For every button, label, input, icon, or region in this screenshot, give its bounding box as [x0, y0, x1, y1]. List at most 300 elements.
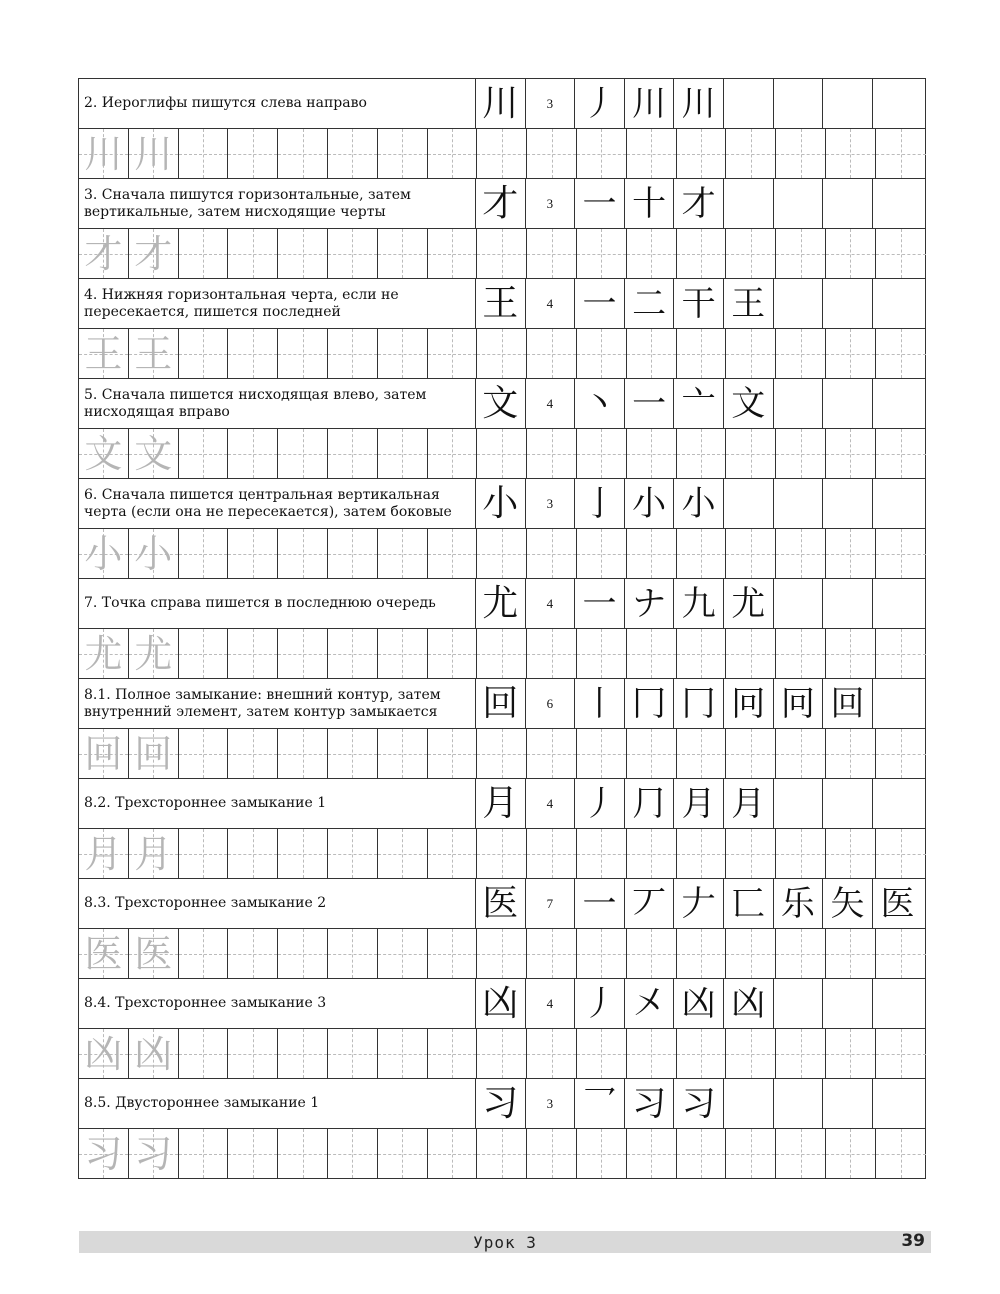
practice-cell[interactable]	[577, 429, 627, 478]
practice-row	[79, 829, 925, 879]
practice-cell[interactable]	[328, 529, 378, 578]
empty-cell	[873, 279, 923, 328]
stroke-step: 冂	[625, 679, 675, 728]
practice-cell[interactable]	[179, 429, 229, 478]
practice-cell[interactable]	[228, 829, 278, 878]
practice-cell[interactable]	[278, 1129, 328, 1178]
practice-cell[interactable]	[776, 529, 826, 578]
practice-cell[interactable]	[627, 529, 677, 578]
trace-character[interactable]	[79, 629, 129, 678]
practice-cell[interactable]	[876, 729, 926, 778]
practice-cell[interactable]	[726, 1029, 776, 1078]
practice-cell[interactable]	[428, 929, 478, 978]
practice-cell[interactable]	[179, 829, 229, 878]
trace-character[interactable]	[129, 829, 179, 878]
rule-row	[79, 479, 925, 529]
practice-cell[interactable]	[876, 829, 926, 878]
practice-cell[interactable]	[328, 1029, 378, 1078]
practice-cell[interactable]	[776, 629, 826, 678]
practice-cell[interactable]	[228, 529, 278, 578]
example-character: 小	[476, 479, 526, 528]
trace-glyph: 川	[134, 131, 173, 176]
practice-cell[interactable]	[328, 329, 378, 378]
empty-cell	[724, 1079, 774, 1128]
practice-cell[interactable]	[876, 1029, 926, 1078]
trace-character[interactable]	[79, 729, 129, 778]
practice-cell[interactable]	[627, 129, 677, 178]
practice-cell[interactable]	[179, 929, 229, 978]
practice-cell[interactable]	[826, 429, 876, 478]
stroke-step: 文	[724, 379, 774, 428]
example-character: 回	[476, 679, 526, 728]
practice-cell[interactable]	[278, 429, 328, 478]
practice-cell[interactable]	[328, 829, 378, 878]
stroke-step: 一	[625, 379, 675, 428]
practice-cell[interactable]	[776, 829, 826, 878]
empty-cell	[873, 579, 923, 628]
trace-glyph: 习	[84, 1131, 123, 1176]
trace-glyph: 王	[134, 331, 173, 376]
example-character: 川	[476, 79, 526, 128]
practice-cell[interactable]	[378, 729, 428, 778]
stroke-step: 矢	[823, 879, 873, 928]
stroke-count: 4	[526, 279, 576, 328]
practice-cell[interactable]	[477, 529, 527, 578]
practice-cell[interactable]	[876, 429, 926, 478]
practice-cell[interactable]	[477, 129, 527, 178]
stroke-step: 月	[724, 779, 774, 828]
practice-cell[interactable]	[477, 729, 527, 778]
practice-cell[interactable]	[328, 1129, 378, 1178]
practice-cell[interactable]	[527, 1129, 577, 1178]
empty-cell	[873, 179, 923, 228]
empty-cell	[823, 379, 873, 428]
practice-cell[interactable]	[726, 629, 776, 678]
practice-cell[interactable]	[228, 729, 278, 778]
practice-cell[interactable]	[876, 629, 926, 678]
practice-cell[interactable]	[378, 629, 428, 678]
practice-cell[interactable]	[278, 829, 328, 878]
practice-cell[interactable]	[627, 929, 677, 978]
practice-cell[interactable]	[527, 229, 577, 278]
trace-glyph: 月	[84, 831, 123, 876]
trace-character[interactable]	[79, 1129, 129, 1178]
practice-cell[interactable]	[278, 129, 328, 178]
practice-cell[interactable]	[527, 129, 577, 178]
trace-glyph: 才	[84, 231, 123, 276]
trace-character[interactable]	[129, 929, 179, 978]
trace-character[interactable]	[129, 729, 179, 778]
practice-cell[interactable]	[826, 629, 876, 678]
practice-cell[interactable]	[179, 1129, 229, 1178]
practice-cell[interactable]	[527, 629, 577, 678]
stroke-step: 一	[575, 579, 625, 628]
trace-character[interactable]	[79, 329, 129, 378]
rule-description: 3. Сначала пишутся горизонтальные, затем вертикальные, затем нисходящие черты	[79, 179, 476, 228]
practice-cell[interactable]	[228, 629, 278, 678]
practice-cell[interactable]	[627, 729, 677, 778]
trace-glyph: 文	[134, 431, 173, 476]
trace-character[interactable]	[129, 529, 179, 578]
stroke-step: 月	[674, 779, 724, 828]
empty-cell	[873, 679, 923, 728]
stroke-step: 一	[575, 879, 625, 928]
stroke-step: 丶	[575, 379, 625, 428]
practice-cell[interactable]	[378, 329, 428, 378]
empty-cell	[823, 579, 873, 628]
practice-cell[interactable]	[726, 329, 776, 378]
practice-cell[interactable]	[726, 829, 776, 878]
practice-cell[interactable]	[776, 1129, 826, 1178]
rule-description: 2. Иероглифы пишутся слева направо	[79, 79, 476, 128]
practice-cell[interactable]	[278, 329, 328, 378]
stroke-step: 亅	[575, 479, 625, 528]
stroke-count: 6	[526, 679, 576, 728]
practice-cell[interactable]	[726, 229, 776, 278]
practice-cell[interactable]	[627, 229, 677, 278]
practice-cell[interactable]	[278, 529, 328, 578]
practice-cell[interactable]	[378, 829, 428, 878]
practice-cell[interactable]	[278, 929, 328, 978]
practice-cell[interactable]	[378, 529, 428, 578]
rule-row	[79, 1079, 925, 1129]
practice-cell[interactable]	[428, 629, 478, 678]
rule-group	[79, 579, 925, 679]
practice-cell[interactable]	[577, 129, 627, 178]
practice-cell[interactable]	[677, 629, 727, 678]
stroke-step: 乛	[575, 1079, 625, 1128]
practice-cell[interactable]	[826, 129, 876, 178]
stroke-step: ナ	[625, 579, 675, 628]
practice-cell[interactable]	[726, 729, 776, 778]
practice-cell[interactable]	[527, 929, 577, 978]
stroke-count: 3	[526, 1079, 576, 1128]
practice-cell[interactable]	[726, 929, 776, 978]
practice-cell[interactable]	[776, 429, 826, 478]
practice-cell[interactable]	[677, 329, 727, 378]
trace-character[interactable]	[129, 429, 179, 478]
practice-cell[interactable]	[876, 1129, 926, 1178]
practice-cell[interactable]	[677, 529, 727, 578]
stroke-step: 一	[575, 179, 625, 228]
rule-group	[79, 379, 925, 479]
rule-description: 4. Нижняя горизонтальная черта, если не пересекается, пишется последней	[79, 279, 476, 328]
stroke-step: 习	[625, 1079, 675, 1128]
practice-cell[interactable]	[776, 1029, 826, 1078]
practice-cell[interactable]	[228, 129, 278, 178]
rule-group	[79, 879, 925, 979]
practice-cell[interactable]	[726, 129, 776, 178]
practice-cell[interactable]	[378, 1029, 428, 1078]
practice-cell[interactable]	[577, 529, 627, 578]
practice-cell[interactable]	[876, 129, 926, 178]
trace-character[interactable]	[79, 829, 129, 878]
practice-row	[79, 629, 925, 679]
practice-cell[interactable]	[179, 529, 229, 578]
practice-cell[interactable]	[627, 1129, 677, 1178]
practice-cell[interactable]	[776, 329, 826, 378]
empty-cell	[774, 579, 824, 628]
practice-cell[interactable]	[527, 529, 577, 578]
rule-row	[79, 279, 925, 329]
trace-glyph: 回	[84, 731, 123, 776]
stroke-count: 4	[526, 779, 576, 828]
stroke-step: 丿	[575, 779, 625, 828]
practice-row	[79, 929, 925, 979]
practice-cell[interactable]	[826, 329, 876, 378]
stroke-count: 3	[526, 179, 576, 228]
practice-cell[interactable]	[826, 529, 876, 578]
practice-cell[interactable]	[577, 729, 627, 778]
practice-cell[interactable]	[726, 529, 776, 578]
stroke-step: 一	[575, 279, 625, 328]
practice-cell[interactable]	[477, 1029, 527, 1078]
practice-cell[interactable]	[179, 229, 229, 278]
practice-cell[interactable]	[228, 929, 278, 978]
trace-glyph: 尤	[134, 631, 173, 676]
practice-cell[interactable]	[228, 329, 278, 378]
practice-cell[interactable]	[179, 329, 229, 378]
practice-cell[interactable]	[428, 829, 478, 878]
empty-cell	[774, 779, 824, 828]
practice-cell[interactable]	[627, 329, 677, 378]
practice-cell[interactable]	[677, 429, 727, 478]
stroke-count: 3	[526, 79, 576, 128]
practice-cell[interactable]	[278, 1029, 328, 1078]
stroke-step: 川	[674, 79, 724, 128]
practice-cell[interactable]	[876, 329, 926, 378]
practice-cell[interactable]	[228, 1129, 278, 1178]
trace-character[interactable]	[129, 129, 179, 178]
trace-character[interactable]	[79, 429, 129, 478]
example-character: 王	[476, 279, 526, 328]
trace-character[interactable]	[129, 229, 179, 278]
practice-cell[interactable]	[677, 1129, 727, 1178]
practice-cell[interactable]	[527, 729, 577, 778]
practice-cell[interactable]	[627, 829, 677, 878]
stroke-count: 4	[526, 579, 576, 628]
stroke-step: 㐅	[625, 979, 675, 1028]
empty-cell	[823, 79, 873, 128]
trace-glyph: 才	[134, 231, 173, 276]
stroke-step: 亠	[674, 379, 724, 428]
practice-row	[79, 529, 925, 579]
practice-row	[79, 429, 925, 479]
rule-group	[79, 979, 925, 1079]
practice-cell[interactable]	[677, 829, 727, 878]
rule-row	[79, 679, 925, 729]
rule-group	[79, 279, 925, 379]
rule-description: 8.3. Трехстороннее замыкание 2	[79, 879, 476, 928]
trace-character[interactable]	[129, 1129, 179, 1178]
practice-cell[interactable]	[527, 1029, 577, 1078]
rule-row	[79, 379, 925, 429]
practice-cell[interactable]	[228, 429, 278, 478]
trace-character[interactable]	[79, 129, 129, 178]
rule-group	[79, 779, 925, 879]
practice-cell[interactable]	[179, 629, 229, 678]
practice-cell[interactable]	[477, 629, 527, 678]
empty-cell	[774, 79, 824, 128]
practice-cell[interactable]	[477, 429, 527, 478]
practice-cell[interactable]	[428, 1029, 478, 1078]
trace-character[interactable]	[79, 1029, 129, 1078]
practice-cell[interactable]	[527, 329, 577, 378]
practice-cell[interactable]	[826, 1029, 876, 1078]
trace-glyph: 回	[134, 731, 173, 776]
rule-description: 8.1. Полное замыкание: внешний контур, затем внутренний элемент, затем контур замыкается	[79, 679, 476, 728]
stroke-step: 𠂇	[674, 879, 724, 928]
rule-row	[79, 579, 925, 629]
rule-group	[79, 79, 925, 179]
practice-cell[interactable]	[826, 729, 876, 778]
practice-cell[interactable]	[826, 1129, 876, 1178]
empty-cell	[774, 479, 824, 528]
trace-character[interactable]	[79, 529, 129, 578]
practice-cell[interactable]	[228, 229, 278, 278]
page-footer	[79, 1231, 931, 1253]
practice-cell[interactable]	[826, 229, 876, 278]
practice-cell[interactable]	[179, 1029, 229, 1078]
practice-cell[interactable]	[378, 229, 428, 278]
trace-character[interactable]	[129, 329, 179, 378]
stroke-step: 十	[625, 179, 675, 228]
practice-cell[interactable]	[527, 429, 577, 478]
practice-cell[interactable]	[677, 929, 727, 978]
practice-cell[interactable]	[627, 629, 677, 678]
practice-cell[interactable]	[577, 329, 627, 378]
practice-cell[interactable]	[477, 329, 527, 378]
practice-cell[interactable]	[278, 629, 328, 678]
practice-cell[interactable]	[328, 729, 378, 778]
practice-cell[interactable]	[726, 429, 776, 478]
practice-cell[interactable]	[328, 629, 378, 678]
example-character: 医	[476, 879, 526, 928]
practice-cell[interactable]	[378, 929, 428, 978]
practice-cell[interactable]	[477, 829, 527, 878]
practice-cell[interactable]	[677, 729, 727, 778]
practice-cell[interactable]	[577, 829, 627, 878]
rule-description: 6. Сначала пишется центральная вертикальная черта (если она не пересекается), затем боковые	[79, 479, 476, 528]
practice-cell[interactable]	[278, 729, 328, 778]
rule-row	[79, 79, 925, 129]
practice-cell[interactable]	[677, 229, 727, 278]
practice-cell[interactable]	[179, 729, 229, 778]
lesson-label: Урок 3	[473, 1233, 537, 1252]
practice-cell[interactable]	[428, 229, 478, 278]
empty-cell	[823, 779, 873, 828]
practice-cell[interactable]	[328, 229, 378, 278]
stroke-step: 回	[823, 679, 873, 728]
practice-cell[interactable]	[378, 429, 428, 478]
rule-group	[79, 1079, 925, 1178]
stroke-count: 4	[526, 979, 576, 1028]
empty-cell	[873, 379, 923, 428]
practice-cell[interactable]	[776, 729, 826, 778]
practice-cell[interactable]	[826, 929, 876, 978]
practice-cell[interactable]	[876, 229, 926, 278]
stroke-step: 冋	[774, 679, 824, 728]
practice-cell[interactable]	[876, 929, 926, 978]
practice-cell[interactable]	[378, 129, 428, 178]
trace-character[interactable]	[79, 929, 129, 978]
rule-description: 8.4. Трехстороннее замыкание 3	[79, 979, 476, 1028]
practice-cell[interactable]	[428, 429, 478, 478]
practice-cell[interactable]	[428, 729, 478, 778]
practice-cell[interactable]	[627, 429, 677, 478]
rule-group	[79, 179, 925, 279]
practice-cell[interactable]	[477, 1129, 527, 1178]
practice-cell[interactable]	[527, 829, 577, 878]
trace-glyph: 医	[134, 931, 173, 976]
trace-glyph: 尤	[84, 631, 123, 676]
practice-cell[interactable]	[726, 1129, 776, 1178]
trace-glyph: 医	[84, 931, 123, 976]
practice-cell[interactable]	[577, 1129, 627, 1178]
empty-cell	[724, 179, 774, 228]
trace-character[interactable]	[79, 229, 129, 278]
practice-cell[interactable]	[477, 229, 527, 278]
practice-cell[interactable]	[328, 129, 378, 178]
practice-cell[interactable]	[378, 1129, 428, 1178]
stroke-step: 乐	[774, 879, 824, 928]
practice-cell[interactable]	[776, 229, 826, 278]
practice-cell[interactable]	[577, 929, 627, 978]
practice-cell[interactable]	[328, 929, 378, 978]
practice-cell[interactable]	[428, 129, 478, 178]
stroke-step: 才	[674, 179, 724, 228]
empty-cell	[774, 179, 824, 228]
practice-cell[interactable]	[179, 129, 229, 178]
empty-cell	[774, 979, 824, 1028]
practice-cell[interactable]	[776, 929, 826, 978]
practice-cell[interactable]	[677, 129, 727, 178]
trace-glyph: 小	[134, 531, 173, 576]
practice-cell[interactable]	[278, 229, 328, 278]
trace-glyph: 习	[134, 1131, 173, 1176]
stroke-step: 二	[625, 279, 675, 328]
example-character: 月	[476, 779, 526, 828]
practice-cell[interactable]	[477, 929, 527, 978]
practice-cell[interactable]	[428, 529, 478, 578]
practice-cell[interactable]	[577, 1029, 627, 1078]
trace-character[interactable]	[129, 1029, 179, 1078]
practice-cell[interactable]	[228, 1029, 278, 1078]
practice-cell[interactable]	[577, 629, 627, 678]
trace-character[interactable]	[129, 629, 179, 678]
rule-row	[79, 979, 925, 1029]
stroke-step: 医	[880, 883, 915, 924]
practice-cell[interactable]	[776, 129, 826, 178]
practice-cell[interactable]	[826, 829, 876, 878]
practice-cell[interactable]	[428, 1129, 478, 1178]
rule-group	[79, 479, 925, 579]
practice-cell[interactable]	[428, 329, 478, 378]
stroke-step: 习	[674, 1079, 724, 1128]
rule-row	[79, 779, 925, 829]
empty-cell	[823, 1079, 873, 1128]
empty-cell	[823, 479, 873, 528]
practice-cell[interactable]	[627, 1029, 677, 1078]
practice-cell[interactable]	[328, 429, 378, 478]
empty-cell	[724, 479, 774, 528]
practice-cell[interactable]	[876, 529, 926, 578]
practice-cell[interactable]	[677, 1029, 727, 1078]
example-character: 凶	[476, 979, 526, 1028]
practice-cell[interactable]	[577, 229, 627, 278]
stroke-step: 干	[674, 279, 724, 328]
empty-cell	[873, 1079, 923, 1128]
